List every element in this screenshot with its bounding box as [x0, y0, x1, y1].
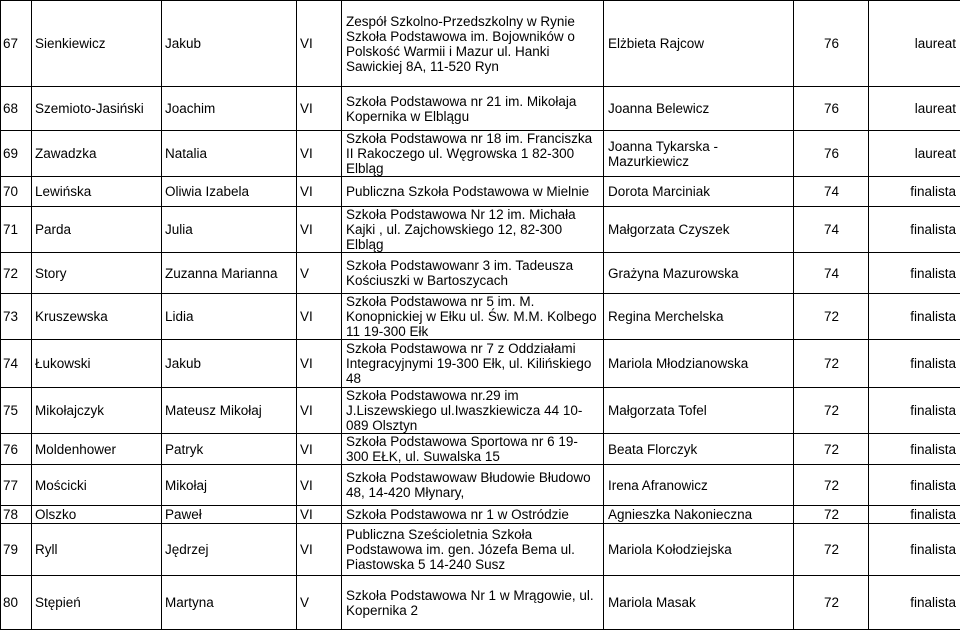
- cell-first-name: Zuzanna Marianna: [162, 253, 297, 294]
- cell-school: Szkoła Podstawowa nr.29 im J.Liszewskiego ul.Iwaszkiewicza 44 10-089 Olsztyn: [342, 388, 604, 434]
- cell-class: VI: [297, 388, 342, 434]
- cell-surname: Stępień: [32, 576, 162, 630]
- cell-school: Szkoła Podstawowa nr 21 im. Mikołaja Kopernika w Elblągu: [342, 87, 604, 131]
- cell-number: 71: [1, 207, 32, 253]
- table-row: [1, 465, 960, 506]
- cell-result: laureat: [869, 1, 960, 87]
- cell-result: finalista: [869, 253, 960, 294]
- cell-class: VI: [297, 294, 342, 340]
- table-row: [1, 177, 960, 207]
- cell-score: 72: [794, 434, 869, 465]
- cell-score: 72: [794, 340, 869, 388]
- cell-score: 72: [794, 524, 869, 576]
- table-row: [1, 506, 960, 524]
- cell-teacher: Beata Florczyk: [604, 434, 794, 465]
- cell-result: finalista: [869, 465, 960, 506]
- cell-school: Szkoła Podstawowa Sportowa nr 6 19-300 EŁK, ul. Suwalska 15: [342, 434, 604, 465]
- cell-school: Szkoła Podstawowanr 3 im. Tadeusza Kościuszki w Bartoszycach: [342, 253, 604, 294]
- cell-teacher: Małgorzata Tofel: [604, 388, 794, 434]
- cell-score: 74: [794, 207, 869, 253]
- cell-number: 70: [1, 177, 32, 207]
- cell-result: finalista: [869, 434, 960, 465]
- cell-class: VI: [297, 207, 342, 253]
- cell-score: 74: [794, 177, 869, 207]
- cell-first-name: Patryk: [162, 434, 297, 465]
- table-row: [1, 340, 960, 388]
- cell-result: finalista: [869, 177, 960, 207]
- cell-class: V: [297, 576, 342, 630]
- table-row: [1, 207, 960, 253]
- cell-class: VI: [297, 434, 342, 465]
- cell-number: 78: [1, 506, 32, 524]
- table-row: [1, 253, 960, 294]
- cell-score: 76: [794, 1, 869, 87]
- cell-number: 67: [1, 1, 32, 87]
- cell-number: 74: [1, 340, 32, 388]
- cell-result: finalista: [869, 294, 960, 340]
- cell-teacher: Mariola Masak: [604, 576, 794, 630]
- cell-first-name: Jędrzej: [162, 524, 297, 576]
- cell-result: laureat: [869, 131, 960, 177]
- cell-score: 72: [794, 388, 869, 434]
- cell-teacher: Regina Merchelska: [604, 294, 794, 340]
- cell-teacher: Elżbieta Rajcow: [604, 1, 794, 87]
- table-row: [1, 294, 960, 340]
- cell-school: Szkoła Podstawowa Nr 12 im. Michała Kajki , ul. Zajchowskiego 12, 82-300 Elbląg: [342, 207, 604, 253]
- cell-first-name: Julia: [162, 207, 297, 253]
- cell-number: 72: [1, 253, 32, 294]
- cell-class: VI: [297, 506, 342, 524]
- cell-school: Szkoła Podstawowaw Błudowie Błudowo 48, 14-420 Młynary,: [342, 465, 604, 506]
- cell-surname: Zawadzka: [32, 131, 162, 177]
- cell-teacher: Joanna Belewicz: [604, 87, 794, 131]
- cell-surname: Szemioto-Jasiński: [32, 87, 162, 131]
- cell-class: VI: [297, 524, 342, 576]
- cell-surname: Mikołajczyk: [32, 388, 162, 434]
- cell-teacher: Grażyna Mazurowska: [604, 253, 794, 294]
- cell-school: Publiczna Szkoła Podstawowa w Mielnie: [342, 177, 604, 207]
- cell-first-name: Jakub: [162, 340, 297, 388]
- cell-surname: Ryll: [32, 524, 162, 576]
- cell-result: finalista: [869, 388, 960, 434]
- cell-class: VI: [297, 87, 342, 131]
- cell-teacher: Dorota Marciniak: [604, 177, 794, 207]
- cell-surname: Kruszewska: [32, 294, 162, 340]
- cell-result: finalista: [869, 340, 960, 388]
- cell-teacher: Małgorzata Czyszek: [604, 207, 794, 253]
- cell-first-name: Lidia: [162, 294, 297, 340]
- cell-surname: Story: [32, 253, 162, 294]
- cell-number: 80: [1, 576, 32, 630]
- cell-score: 72: [794, 294, 869, 340]
- cell-score: 76: [794, 87, 869, 131]
- cell-first-name: Natalia: [162, 131, 297, 177]
- cell-surname: Parda: [32, 207, 162, 253]
- cell-result: finalista: [869, 207, 960, 253]
- cell-surname: Mościcki: [32, 465, 162, 506]
- cell-teacher: Mariola Kołodziejska: [604, 524, 794, 576]
- table-row: [1, 576, 960, 630]
- table-row: [1, 131, 960, 177]
- cell-result: finalista: [869, 524, 960, 576]
- cell-number: 79: [1, 524, 32, 576]
- cell-surname: Lewińska: [32, 177, 162, 207]
- table-row: [1, 434, 960, 465]
- cell-surname: Olszko: [32, 506, 162, 524]
- cell-score: 72: [794, 506, 869, 524]
- cell-teacher: Irena Afranowicz: [604, 465, 794, 506]
- cell-number: 68: [1, 87, 32, 131]
- cell-school: Publiczna Sześcioletnia Szkoła Podstawowa im. gen. Józefa Bema ul. Piastowska 5 14-240 Susz: [342, 524, 604, 576]
- cell-number: 69: [1, 131, 32, 177]
- cell-school: Szkoła Podstawowa nr 7 z Oddziałami Integracyjnymi 19-300 Ełk, ul. Kilińskiego 48: [342, 340, 604, 388]
- cell-number: 76: [1, 434, 32, 465]
- table-row: [1, 87, 960, 131]
- cell-number: 77: [1, 465, 32, 506]
- cell-teacher: Mariola Młodzianowska: [604, 340, 794, 388]
- cell-first-name: Mikołaj: [162, 465, 297, 506]
- cell-teacher: Joanna Tykarska -Mazurkiewicz: [604, 131, 794, 177]
- cell-school: Szkoła Podstawowa nr 5 im. M. Konopnickiej w Ełku ul. Św. M.M. Kolbego 11 19-300 Ełk: [342, 294, 604, 340]
- cell-class: VI: [297, 131, 342, 177]
- cell-first-name: Martyna: [162, 576, 297, 630]
- cell-first-name: Joachim: [162, 87, 297, 131]
- cell-school: Szkoła Podstawowa nr 1 w Ostródzie: [342, 506, 604, 524]
- cell-class: VI: [297, 1, 342, 87]
- cell-result: laureat: [869, 87, 960, 131]
- cell-number: 75: [1, 388, 32, 434]
- table-row: [1, 524, 960, 576]
- cell-score: 72: [794, 465, 869, 506]
- cell-first-name: Mateusz Mikołaj: [162, 388, 297, 434]
- cell-class: V: [297, 253, 342, 294]
- cell-surname: Łukowski: [32, 340, 162, 388]
- cell-number: 73: [1, 294, 32, 340]
- cell-class: VI: [297, 177, 342, 207]
- cell-class: VI: [297, 465, 342, 506]
- cell-result: finalista: [869, 506, 960, 524]
- cell-score: 72: [794, 576, 869, 630]
- cell-teacher: Agnieszka Nakonieczna: [604, 506, 794, 524]
- cell-first-name: Oliwia Izabela: [162, 177, 297, 207]
- results-table-body: [1, 1, 960, 630]
- cell-result: finalista: [869, 576, 960, 630]
- cell-score: 74: [794, 253, 869, 294]
- cell-school: Szkoła Podstawowa nr 18 im. Franciszka II Rakoczego ul. Węgrowska 1 82-300 Elbląg: [342, 131, 604, 177]
- cell-school: Zespół Szkolno-Przedszkolny w Rynie Szkoła Podstawowa im. Bojowników o Polskość Warmii i Mazur ul. Hanki Sawickiej 8A, 11-520 Ryn: [342, 1, 604, 87]
- cell-score: 76: [794, 131, 869, 177]
- cell-first-name: Paweł: [162, 506, 297, 524]
- table-row: [1, 388, 960, 434]
- cell-school: Szkoła Podstawowa Nr 1 w Mrągowie, ul. Kopernika 2: [342, 576, 604, 630]
- cell-first-name: Jakub: [162, 1, 297, 87]
- table-row: [1, 1, 960, 87]
- cell-surname: Moldenhower: [32, 434, 162, 465]
- cell-class: VI: [297, 340, 342, 388]
- cell-surname: Sienkiewicz: [32, 1, 162, 87]
